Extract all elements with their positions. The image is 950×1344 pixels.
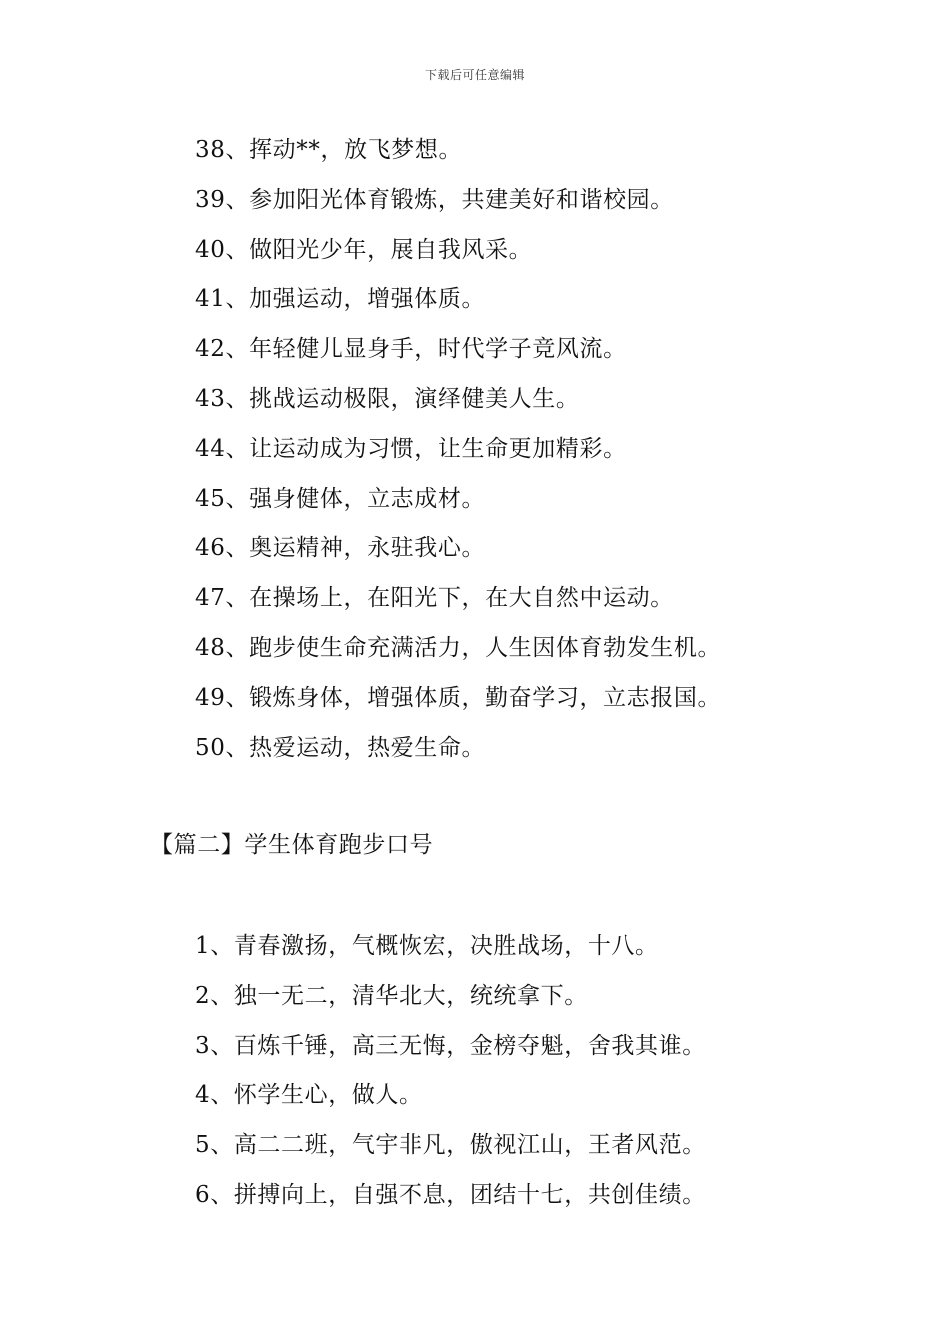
list-item: 40、做阳光少年，展自我风采。 [195, 236, 533, 263]
list-item: 47、在操场上，在阳光下，在大自然中运动。 [195, 585, 674, 612]
slogan-list-1 [195, 128, 721, 775]
list-item: 3、百炼千锤，高三无悔，金榜夺魁，舍我其谁。 [195, 1032, 706, 1059]
list-item: 45、强身健体，立志成材。 [195, 485, 486, 512]
list-item: 41、加强运动，增强体质。 [195, 286, 486, 313]
list-item: 42、年轻健儿显身手，时代学子竞风流。 [195, 336, 627, 363]
list-item: 2、独一无二，清华北大，统统拿下。 [195, 982, 588, 1009]
list-item: 48、跑步使生命充满活力，人生因体育勃发生机。 [195, 634, 722, 661]
list-item: 43、挑战运动极限，演绎健美人生。 [195, 385, 580, 412]
page-header: 下载后可任意编辑 [424, 68, 525, 82]
list-item: 38、挥动**，放飞梦想。 [195, 137, 463, 163]
list-item: 49、锻炼身体，增强体质，勤奋学习，立志报国。 [195, 684, 722, 711]
list-item: 5、高二二班，气宇非凡，傲视江山，王者风范。 [195, 1132, 706, 1159]
list-item: 6、拼搏向上，自强不息，团结十七，共创佳绩。 [195, 1181, 706, 1208]
slogan-list-2 [195, 924, 706, 1223]
section-heading: 【篇二】学生体育跑步口号 [150, 832, 434, 858]
list-item: 44、让运动成为习惯，让生命更加精彩。 [195, 435, 627, 462]
list-item: 46、奥运精神，永驻我心。 [195, 535, 486, 562]
list-item: 4、怀学生心，做人。 [195, 1082, 423, 1109]
list-item: 39、参加阳光体育锻炼，共建美好和谐校园。 [195, 186, 674, 213]
list-item: 1、青春激扬，气概恢宏，决胜战场，十八。 [195, 933, 659, 959]
list-item: 50、热爱运动，热爱生命。 [195, 734, 486, 761]
